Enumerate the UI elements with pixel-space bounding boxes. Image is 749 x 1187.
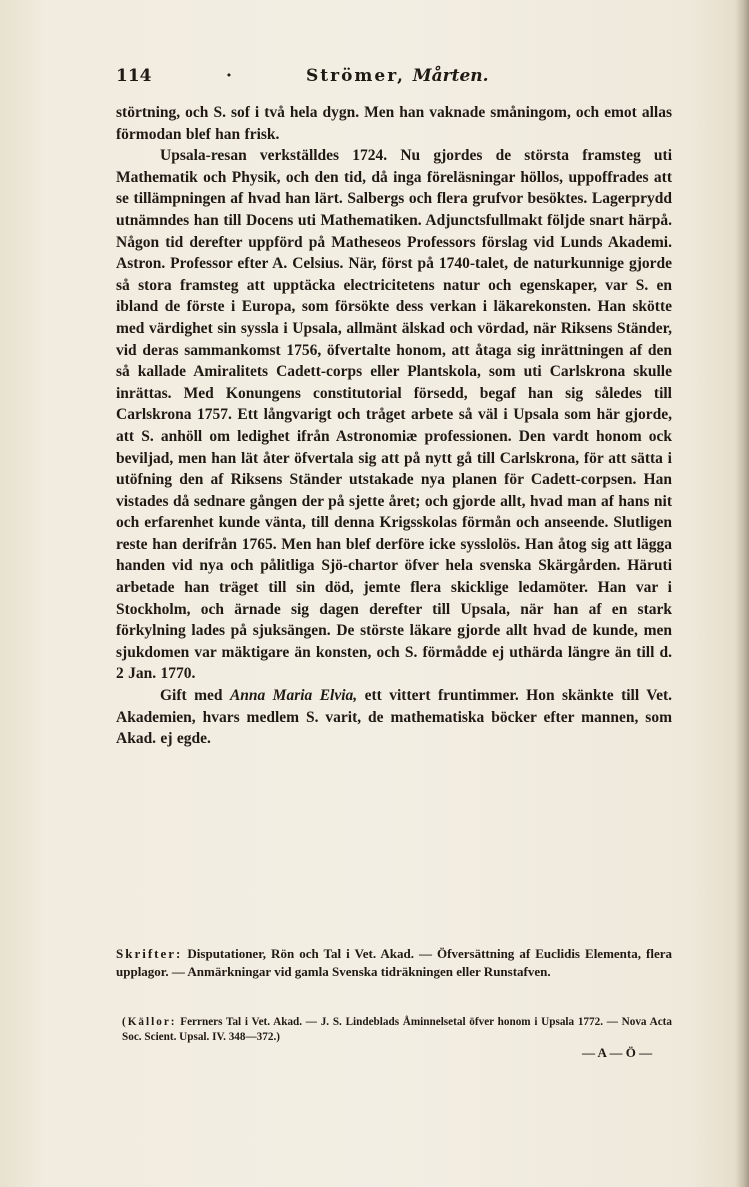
page-number: 114 <box>116 66 152 86</box>
paragraph-3 <box>116 685 672 750</box>
paragraph-3-pre: Gift med <box>160 687 230 705</box>
paragraph-1: störtning, och S. sof i två hela dygn. Men han vaknade småningom, och emot allas förmodan blef han frisk. <box>116 104 672 143</box>
writings-section <box>116 945 672 981</box>
writings-text: Disputationer, Rön och Tal i Vet. Akad. — Öfversättning af Euclidis Elementa, flera upplagor. — Anmärkningar vid gamla Svenska tidräkningen eller Runstafven. <box>116 946 672 979</box>
sources-label: (Källor: <box>122 1016 177 1028</box>
wife-name: Anna Maria Elvia, <box>229 687 358 705</box>
running-head-surname: Strömer, <box>306 66 405 86</box>
paragraph-2: Upsala-resan verkställdes 1724. Nu gjordes de största framsteg uti Mathematik och Physik, och den tid, då inga föreläsningar höllos, uppoffrades att se tillämpningen af hvad han lärt. Salbergs och flera grufvor besöktes. Lagerprydd utnämndes han till Docens uti Mathematiken. Adjunctsfullmakt följde snart härpå. Någon tid derefter uppförd på Matheseos Professors förslag vid Lunds Akademi. Astron. Professor efter A. Celsius. När, först på 1740-talet, de naturkunnige gjorde så stora framsteg att upptäcka electricitetens natur och egenskaper, var S. en ibland de förste i Europa, som försökte dess verkan i läkarekonsten. Han skötte med värdighet sin syssla i Upsala, allmänt älskad och vördad, när Riksens Ständer, vid deras sammankomst 1756, öfvertalte honom, att åtaga sig inrättningen af den så kallade Amiralitets Cadett-corps eller Plantskola, som uti Carlskrona skulle inrättas. Med Konungens constitutorial försedd, begaf han sig således till Carlskrona 1757. Ett långvarigt och tråget arbete så väl i Upsala som här gjorde, att S. anhöll om ledighet ifrån Astronomiæ professionen. Den vardt honom ock beviljad, men han lät åter öfvertala sig att på nytt gå till Carlskrona, för att sätta i utöfning den af Riksens Ständer utstakade nya planen för Cadett-corpsen. Han vistades då sednare gången der på sjette året; och gjorde allt, hvad man af hans nit och erfarenhet kunde vänta, till denna Krigsskolas förmån och anseende. Slutligen reste han derifrån 1765. Men han blef derföre icke sysslolös. Han åtog sig att lägga handen vid nya och pålitliga Sjö-chartor öfver hela svenska Skärgården. Häruti arbetade han träget till sin död, jemte flera skicklige ledamöter. Han var i Stockholm, och ärnade sig dagen derefter till Upsala, när han af en stark förkylning lades på sjuksängen. De störste läkare gjorde allt hvad de kunde, men sjukdomen var mäktigare än konsten, och S. förmådde ej uthärda längre än till d. 2 Jan. 1770. <box>116 147 672 683</box>
running-head <box>306 66 489 86</box>
body-text <box>116 102 672 750</box>
page-header <box>116 66 676 90</box>
running-head-given-name: Mårten. <box>412 66 489 86</box>
end-mark: — A — Ö — <box>582 1045 653 1060</box>
sources-text: Ferrners Tal i Vet. Akad. — J. S. Lindeblads Åminnelsetal öfver honom i Upsala 1772. — Nova Acta Soc. Scient. Upsal. IV. 348—372.) <box>122 1016 672 1043</box>
page-edge-shadow <box>735 0 749 1187</box>
writings-label: Skrifter: <box>116 946 183 961</box>
paragraph-3-post: ett vittert fruntimmer. Hon skänkte till Vet. Akademien, hvars medlem S. varit, de mathematiska böcker efter mannen, som Akad. ej egde. <box>116 687 672 748</box>
header-separator: · <box>226 66 232 86</box>
sources-section <box>116 1015 672 1045</box>
